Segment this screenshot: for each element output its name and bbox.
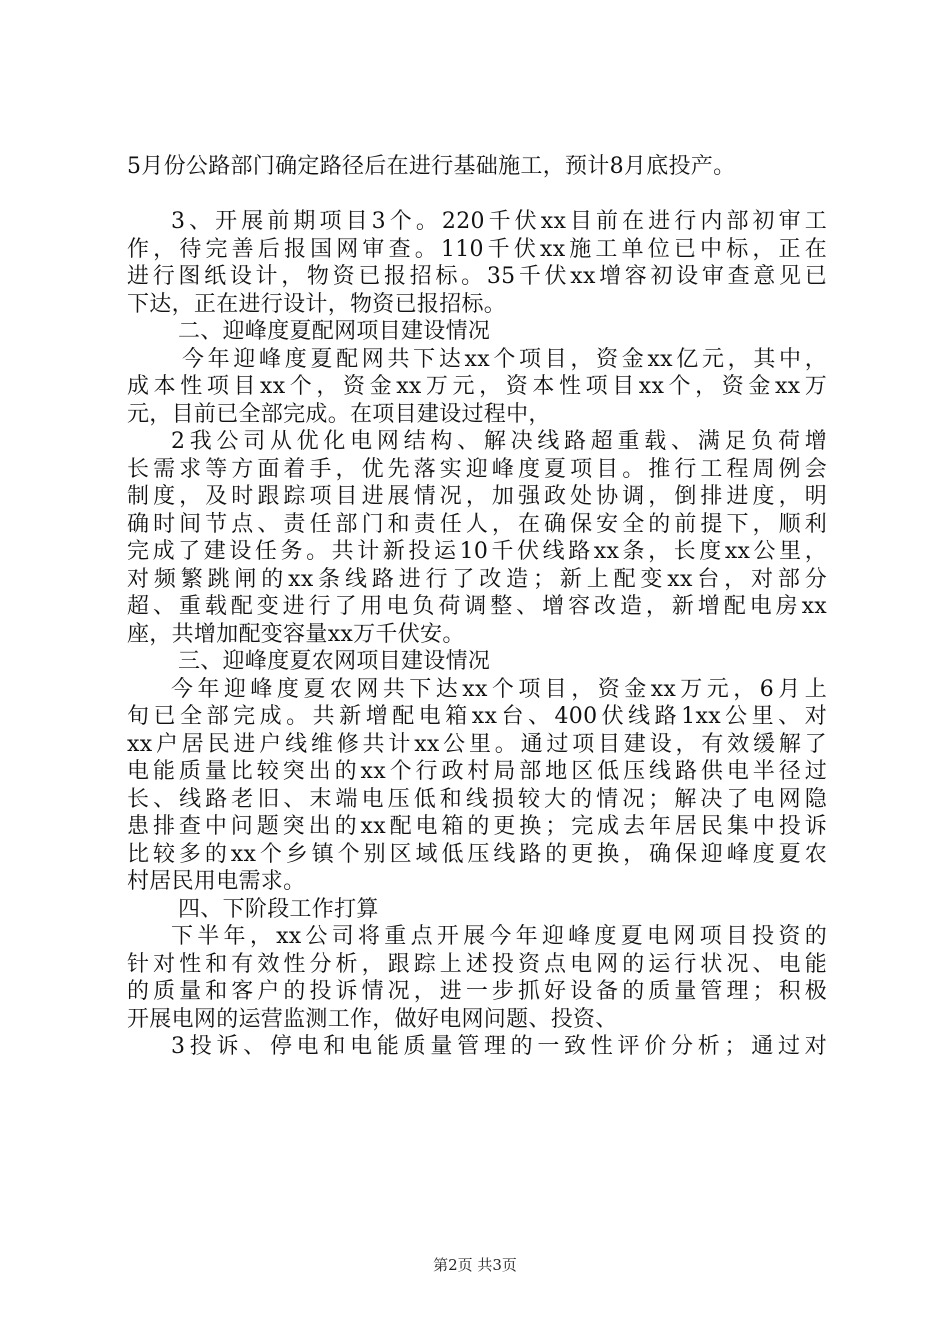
text-line: 超、重载配变进行了用电负荷调整、增容改造，新增配电房xx xyxy=(127,594,827,619)
text-line: 进行图纸设计，物资已报招标。35千伏xx增容初设审查意见已 xyxy=(127,264,827,289)
document-body xyxy=(127,153,827,1061)
text-line: 成本性项目xx个，资金xx万元，资本性项目xx个，资金xx万 xyxy=(127,374,827,399)
text-line: 今年迎峰度夏配网共下达xx个项目，资金xx亿元，其中， xyxy=(182,346,827,372)
text-line: 患排查中问题突出的xx配电箱的更换；完成去年居民集中投诉 xyxy=(127,814,827,839)
heading-text: 四、下阶段工作打算 xyxy=(178,896,379,922)
paragraph xyxy=(127,1033,827,1061)
heading-text: 二、迎峰度夏配网项目建设情况 xyxy=(178,319,491,344)
text-line: 针对性和有效性分析，跟踪上述投资点电网的运行状况、电能 xyxy=(127,951,827,977)
text-line: 长、线路老旧、末端电压低和线损较大的情况；解决了电网隐 xyxy=(127,786,827,812)
text-line: 今年迎峰度夏农网共下达xx个项目，资金xx万元，6月上 xyxy=(171,676,827,702)
text-line: 村居民用电需求。 xyxy=(127,869,306,894)
paragraph xyxy=(127,208,827,318)
text-line: 座，共增加配变容量xx万千伏安。 xyxy=(127,621,465,647)
paragraph xyxy=(127,428,827,648)
text-line: 的质量和客户的投诉情况，进一步抓好设备的质量管理；积极 xyxy=(127,979,827,1004)
paragraph-spacer xyxy=(127,181,827,209)
text-line: 元，目前已全部完成。在项目建设过程中， xyxy=(127,401,551,427)
text-line: xx户居民进户线维修共计xx公里。通过项目建设，有效缓解了 xyxy=(127,731,827,757)
text-line: 下达，正在进行设计，物资已报招标。 xyxy=(127,291,507,317)
text-line: 长需求等方面着手，优先落实迎峰度夏项目。推行工程周例会 xyxy=(127,456,827,482)
text-line: 旬已全部完成。共新增配电箱xx台、400伏线路1xx公里、对 xyxy=(127,704,827,729)
paragraph xyxy=(127,346,827,429)
text-line: 3、开展前期项目3个。220千伏xx目前在进行内部初审工 xyxy=(171,209,827,234)
section-heading xyxy=(127,318,827,346)
paragraph xyxy=(127,923,827,1033)
text-line: 完成了建设任务。共计新投运10千伏线路xx条，长度xx公里， xyxy=(127,539,827,564)
heading-text: 三、迎峰度夏农网项目建设情况 xyxy=(178,649,491,674)
text-line: 5月份公路部门确定路径后在进行基础施工，预计8月底投产。 xyxy=(127,154,736,179)
paragraph xyxy=(127,676,827,896)
text-line: 开展电网的运营监测工作，做好电网问题、投资、 xyxy=(127,1006,618,1032)
text-line: 作，待完善后报国网审查。110千伏xx施工单位已中标，正在 xyxy=(127,236,827,262)
text-line: 3投诉、停电和电能质量管理的一致性评价分析；通过对 xyxy=(171,1034,827,1059)
section-heading xyxy=(127,648,827,676)
text-line: 确时间节点、责任部门和责任人，在确保安全的前提下，顺利 xyxy=(127,511,827,537)
text-line: 比较多的xx个乡镇个别区域低压线路的更换，确保迎峰度夏农 xyxy=(127,841,827,867)
page-number-label: 第2页 共3页 xyxy=(433,1256,517,1274)
text-line: 2我公司从优化电网结构、解决线路超重载、满足负荷增 xyxy=(171,429,827,454)
paragraph xyxy=(127,153,827,181)
text-line: 下半年，xx公司将重点开展今年迎峰度夏电网项目投资的 xyxy=(171,924,827,949)
section-heading xyxy=(127,896,827,924)
text-line: 制度，及时跟踪项目进展情况，加强政处协调，倒排进度，明 xyxy=(127,484,827,509)
text-line: 对频繁跳闸的xx条线路进行了改造；新上配变xx台，对部分 xyxy=(127,566,827,592)
text-line: 电能质量比较突出的xx个行政村局部地区低压线路供电半径过 xyxy=(127,759,827,784)
page-footer xyxy=(0,1255,950,1275)
